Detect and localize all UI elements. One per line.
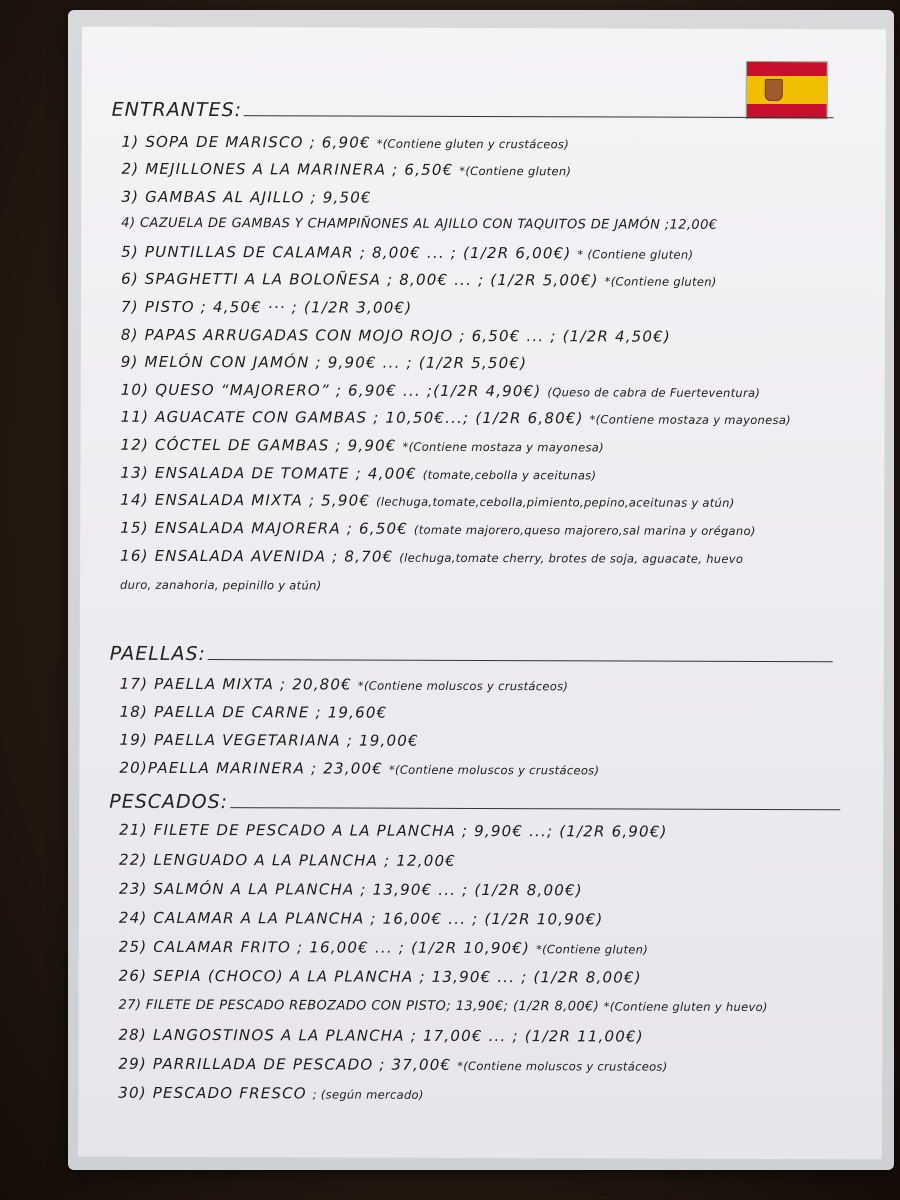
item-main: 19) PAELLA VEGETARIANA ; 19,00€: [119, 730, 419, 750]
menu-page: [78, 27, 886, 1160]
item-note: (Queso de cabra de Fuerteventura): [547, 385, 761, 400]
menu-item: [121, 326, 671, 346]
menu-item: [121, 408, 791, 428]
item-note: *(Contiene mostaza y mayonesa): [402, 439, 604, 455]
menu-item: [121, 160, 571, 180]
item-main: 20)PAELLA MARINERA ; 23,00€: [119, 758, 384, 778]
menu-item: [121, 381, 761, 401]
section-title-entrantes: [112, 99, 852, 124]
item-note: *(Contiene moluscos y crustáceos): [457, 1058, 668, 1074]
menu-item: [120, 464, 596, 484]
item-note: (lechuga,tomate,cebolla,pimiento,pepino,aceitunas y atún): [376, 494, 735, 510]
item-note-continued: duro, zanahoria, pepinillo y atún): [120, 577, 322, 593]
item-note: (tomate,cebolla y aceitunas): [422, 467, 597, 483]
item-main: 16) ENSALADA AVENIDA ; 8,70€: [120, 546, 394, 566]
item-note: ; (según mercado): [312, 1087, 424, 1102]
menu-item: [120, 703, 388, 722]
menu-item: [119, 759, 599, 779]
item-main: 13) ENSALADA DE TOMATE ; 4,00€: [120, 463, 417, 483]
item-main: 28) LANGOSTINOS A LA PLANCHA ; 17,00€ ... ; (1/2R 11,00€): [118, 1025, 644, 1046]
menu-item: [120, 547, 743, 567]
item-main: 10) QUESO “MAJORERO” ; 6,90€ ... ;(1/2R 4,90€): [120, 380, 542, 401]
menu-item: [121, 243, 693, 263]
item-main: 8) PAPAS ARRUGADAS CON MOJO ROJO ; 6,50€ ... ; (1/2R 4,50€): [120, 325, 672, 346]
item-note: *(Contiene gluten): [604, 274, 717, 289]
item-main: 11) AGUACATE CON GAMBAS ; 10,50€...; (1/2R 6,80€): [120, 407, 584, 428]
item-note: *(Contiene gluten y crustáceos): [376, 136, 570, 152]
menu-item: [121, 353, 527, 372]
menu-item: [119, 909, 604, 929]
item-main: 30) PESCADO FRESCO: [118, 1083, 307, 1103]
item-note: *(Contiene gluten y huevo): [603, 999, 768, 1014]
item-main: 14) ENSALADA MIXTA ; 5,90€: [120, 490, 371, 510]
menu-item: [118, 1084, 423, 1103]
menu-item: [120, 436, 603, 456]
section-label: PAELLAS:: [109, 642, 206, 666]
menu-item: [120, 675, 569, 695]
item-note: *(Contiene moluscos y crustáceos): [388, 762, 600, 778]
item-main: 17) PAELLA MIXTA ; 20,80€: [119, 674, 352, 694]
item-main: 12) CÓCTEL DE GAMBAS ; 9,90€: [120, 435, 397, 455]
item-main: 1) SOPA DE MARISCO ; 6,90€: [121, 132, 371, 152]
item-note: *(Contiene mostaza y mayonesa): [589, 412, 791, 428]
item-note: (tomate majorero,queso majorero,sal marina y orégano): [413, 522, 756, 538]
section-title-pescados: [109, 791, 849, 816]
item-main: 25) CALAMAR FRITO ; 16,00€ ... ; (1/2R 10,90€): [118, 937, 531, 958]
item-main: 21) FILETE DE PESCADO A LA PLANCHA ; 9,90€ ...; (1/2R 6,90€): [119, 820, 668, 841]
menu-item: [119, 938, 648, 958]
menu-item: [119, 731, 418, 750]
coat-of-arms-icon: [765, 79, 783, 101]
menu-item: [118, 1055, 667, 1075]
menu-item: [122, 133, 569, 153]
item-main: 5) PUNTILLAS DE CALAMAR ; 8,00€ ... ; (1/2R 6,00€): [121, 242, 572, 263]
section-rule: [244, 101, 834, 118]
item-main: 24) CALAMAR A LA PLANCHA ; 16,00€ ... ; (1/2R 10,90€): [118, 908, 604, 929]
item-note: (lechuga,tomate cherry, brotes de soja, aguacate, huevo: [399, 550, 744, 566]
item-main: 22) LENGUADO A LA PLANCHA ; 12,00€: [119, 850, 457, 870]
section-label: PESCADOS:: [109, 790, 229, 814]
menu-item: [119, 998, 768, 1015]
menu-item: [120, 519, 755, 539]
item-main: 23) SALMÓN A LA PLANCHA ; 13,90€ ... ; (1/2R 8,00€): [118, 879, 583, 900]
item-note: *(Contiene gluten): [459, 163, 572, 179]
item-main: 15) ENSALADA MAJORERA ; 6,50€: [120, 518, 409, 538]
item-note: * (Contiene gluten): [577, 247, 694, 262]
menu-item: [121, 216, 717, 233]
item-main: 9) MELÓN CON JAMÓN ; 9,90€ ... ; (1/2R 5,50€): [120, 352, 528, 373]
menu-item: [119, 967, 642, 987]
menu-item: [119, 821, 667, 841]
item-note: *(Contiene moluscos y crustáceos): [357, 678, 569, 694]
menu-item: [119, 880, 583, 900]
item-main: 7) PISTO ; 4,50€ ··· ; (1/2R 3,00€): [120, 297, 413, 317]
menu-item: [120, 491, 734, 511]
item-main: 26) SEPIA (CHOCO) A LA PLANCHA ; 13,90€ ... ; (1/2R 8,00€): [118, 966, 642, 987]
menu-item: [121, 298, 412, 317]
menu-item: [121, 188, 371, 207]
item-note: *(Contiene gluten): [536, 942, 649, 957]
section-label: ENTRANTES:: [111, 98, 243, 122]
section-rule: [230, 793, 840, 810]
item-main: 18) PAELLA DE CARNE ; 19,60€: [119, 702, 388, 722]
item-main: 29) PARRILLADA DE PESCADO ; 37,00€: [118, 1054, 452, 1074]
item-main: 2) MEJILLONES A LA MARINERA ; 6,50€: [121, 159, 454, 179]
section-rule: [208, 645, 833, 662]
item-main: 6) SPAGHETTI A LA BOLOÑESA ; 8,00€ ... ; (1/2R 5,00€): [121, 269, 599, 290]
menu-item: [121, 270, 717, 290]
menu-item: [119, 851, 456, 870]
item-main: 3) GAMBAS AL AJILLO ; 9,50€: [121, 187, 372, 207]
item-main: 4) CAZUELA DE GAMBAS Y CHAMPIÑONES AL AJILLO CON TAQUITOS DE JAMÓN ;12,00€: [121, 215, 718, 233]
section-title-paellas: [110, 643, 850, 668]
item-main: 27) FILETE DE PESCADO REBOZADO CON PISTO; 13,90€; (1/2R 8,00€): [118, 997, 600, 1015]
menu-item: [118, 1026, 643, 1046]
